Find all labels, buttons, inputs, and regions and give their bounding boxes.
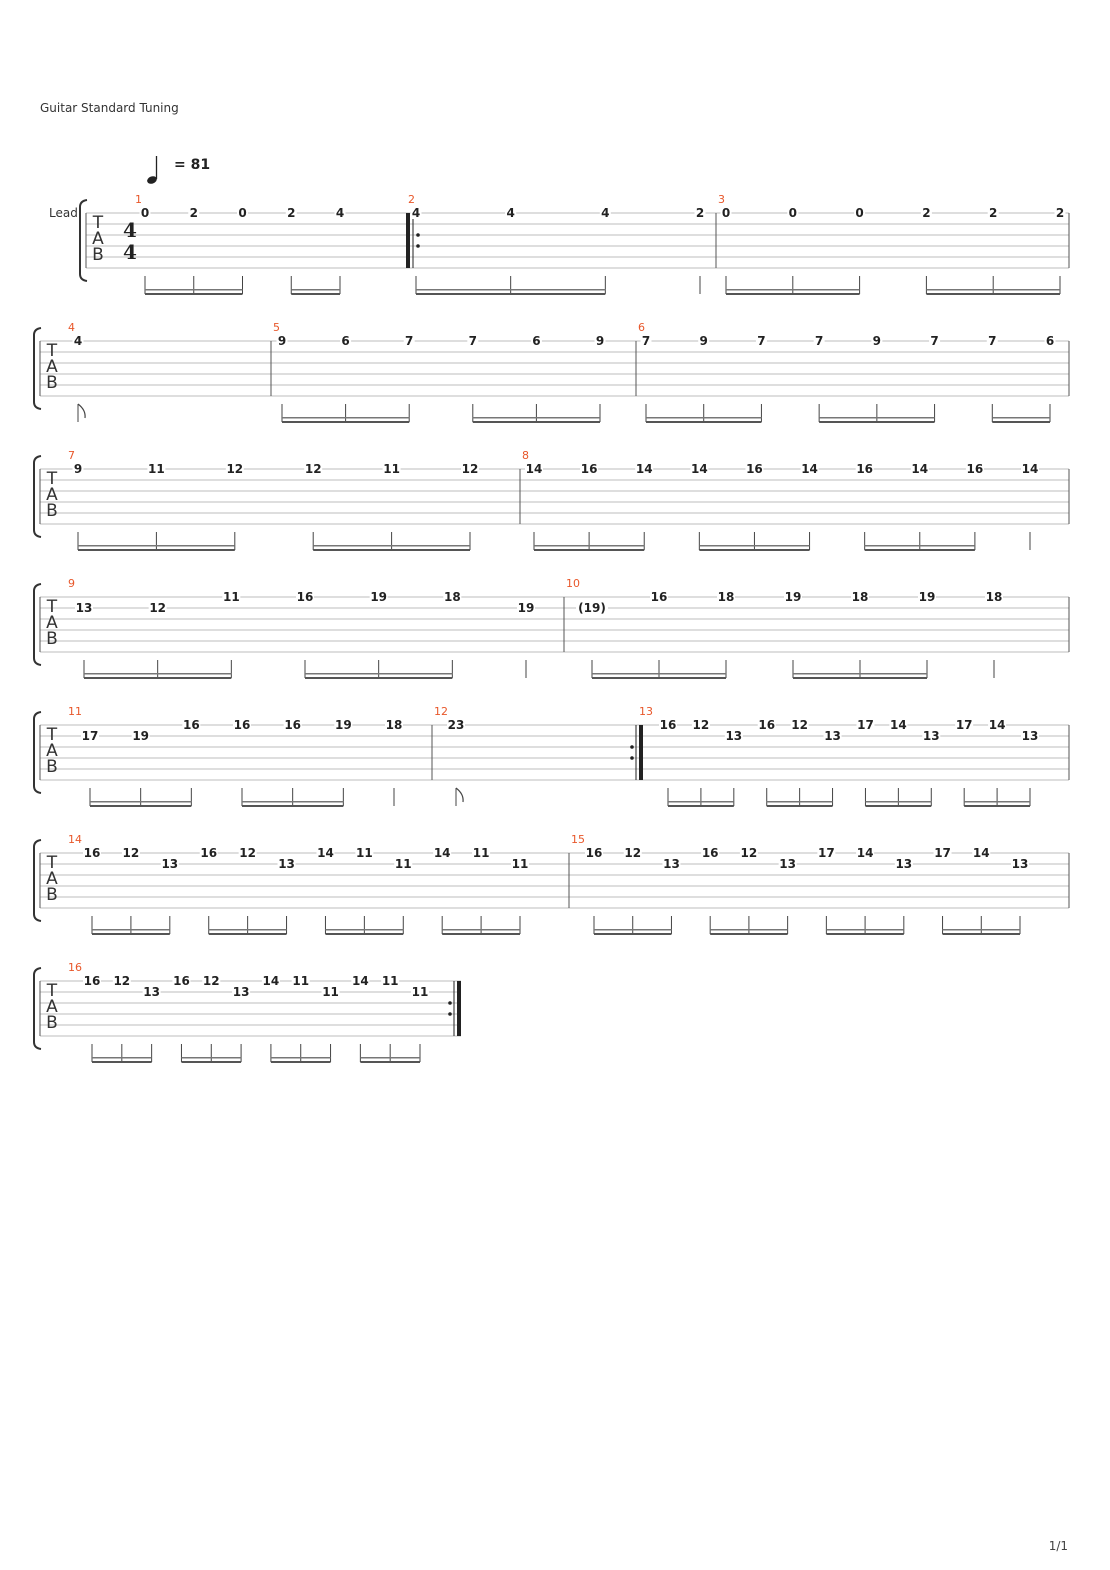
tab-clef-letter: T: [46, 981, 58, 1001]
fret-number: 13: [663, 857, 680, 871]
fret-number: 18: [443, 590, 461, 604]
fret-number: 4: [335, 206, 345, 220]
repeat-dot: [448, 1012, 452, 1016]
fret-number: 4: [73, 334, 83, 348]
fret-number: 14: [972, 846, 990, 860]
tab-clef-letter: B: [46, 757, 58, 777]
measure-number: 12: [434, 705, 448, 718]
fret-number: 11: [411, 985, 429, 999]
fret-number: 13: [779, 857, 796, 871]
fret-number: 16: [233, 718, 251, 732]
beam-secondary: [826, 929, 903, 931]
fret-number: 19: [334, 718, 352, 732]
fret-number: 2: [189, 206, 198, 220]
beam: [767, 805, 833, 807]
beam-secondary: [145, 289, 243, 291]
fret-number: 17: [857, 718, 874, 732]
fret-number: 7: [930, 334, 939, 348]
fret-number: 13: [725, 729, 743, 743]
fret-number: 17: [934, 846, 951, 860]
beam: [209, 933, 287, 935]
fret-number: 9: [277, 334, 287, 348]
fret-number: 16: [580, 462, 598, 476]
page-number: 1/1: [1048, 1539, 1068, 1553]
fret-number: 9: [872, 334, 882, 348]
fret-number: 14: [262, 974, 280, 988]
fret-number: 7: [405, 334, 414, 348]
beam-secondary: [242, 801, 343, 803]
fret-number: 11: [292, 974, 310, 988]
measure-number: 7: [68, 449, 75, 462]
beam: [710, 933, 787, 935]
beam-secondary: [726, 289, 860, 291]
fret-number: 13: [1021, 729, 1039, 743]
fret-number: 11: [394, 857, 412, 871]
beam: [594, 933, 671, 935]
repeat-dot: [630, 745, 634, 749]
beam: [592, 677, 726, 679]
fret-number: 2: [989, 206, 998, 220]
tab-clef-letter: T: [46, 341, 58, 361]
beam-secondary: [305, 673, 452, 675]
measure-number: 9: [68, 577, 75, 590]
fret-number: 16: [296, 590, 314, 604]
tab-clef-letter: T: [46, 725, 58, 745]
repeat-start-thick-barline: [406, 213, 410, 268]
fret-number: 16: [701, 846, 719, 860]
beam: [442, 933, 520, 935]
fret-number: 13: [161, 857, 179, 871]
beam-secondary: [699, 545, 809, 547]
measure-number: 13: [639, 705, 653, 718]
beam: [305, 677, 452, 679]
beam: [92, 1061, 152, 1063]
fret-number: 4: [601, 206, 610, 220]
fret-number: 18: [851, 590, 869, 604]
fret-number: 12: [239, 846, 256, 860]
beam: [646, 421, 761, 423]
fret-number: 6: [341, 334, 350, 348]
beam: [943, 933, 1020, 935]
beam-secondary: [92, 929, 170, 931]
beam-secondary: [926, 289, 1060, 291]
beam-secondary: [78, 545, 235, 547]
fret-number: 16: [173, 974, 190, 988]
beam: [145, 293, 243, 295]
fret-number: 12: [304, 462, 322, 476]
fret-number: 19: [517, 601, 535, 615]
fret-number: 11: [511, 857, 529, 871]
beam-secondary: [282, 417, 409, 419]
tab-clef-letter: A: [46, 613, 58, 633]
fret-number: 2: [1055, 206, 1065, 220]
fret-number: 2: [922, 206, 931, 220]
measure-number: 2: [408, 193, 415, 206]
fret-number: 13: [143, 985, 160, 999]
beam-secondary: [325, 929, 403, 931]
fret-number: 18: [985, 590, 1003, 604]
fret-number: 16: [585, 846, 603, 860]
fret-number: 12: [113, 974, 131, 988]
repeat-dot: [416, 244, 420, 248]
fret-number: 18: [717, 590, 735, 604]
fret-number: 7: [988, 334, 997, 348]
beam: [282, 421, 409, 423]
measure-number: 10: [566, 577, 580, 590]
beam-secondary: [594, 929, 671, 931]
beam: [325, 933, 403, 935]
fret-number: 13: [1011, 857, 1029, 871]
fret-number: 16: [758, 718, 776, 732]
beam: [78, 549, 235, 551]
beam-secondary: [181, 1057, 241, 1059]
tab-clef-letter: B: [46, 629, 58, 649]
fret-number: 19: [784, 590, 802, 604]
fret-number: 4: [411, 206, 421, 220]
beam: [416, 293, 605, 295]
beam: [826, 933, 903, 935]
beam-secondary: [710, 929, 787, 931]
fret-number: 7: [641, 334, 651, 348]
fret-number: 23: [447, 718, 465, 732]
repeat-dot: [630, 756, 634, 760]
fret-number: 0: [140, 206, 150, 220]
fret-number: 6: [532, 334, 541, 348]
beam: [699, 549, 809, 551]
fret-number: 11: [322, 985, 339, 999]
fret-number: 12: [149, 601, 167, 615]
beam-secondary: [84, 673, 231, 675]
repeat-end-thick-barline: [457, 981, 461, 1036]
fret-number: 14: [988, 718, 1006, 732]
measure-number: 11: [68, 705, 82, 718]
tab-clef-letter: A: [92, 229, 104, 249]
beam-secondary: [271, 1057, 331, 1059]
beam: [360, 1061, 420, 1063]
beam-secondary: [865, 545, 975, 547]
time-signature-denominator: 4: [123, 240, 137, 264]
beam: [926, 293, 1060, 295]
fret-number: 19: [132, 729, 150, 743]
tab-clef-letter: B: [46, 373, 58, 393]
fret-number: 16: [650, 590, 668, 604]
fret-number: 17: [81, 729, 99, 743]
fret-number: 16: [83, 846, 101, 860]
fret-number: 9: [699, 334, 708, 348]
beam: [668, 805, 734, 807]
fret-number: 7: [468, 334, 477, 348]
fret-number: 12: [226, 462, 244, 476]
measure-number: 6: [638, 321, 645, 334]
beam-secondary: [646, 417, 761, 419]
beam-secondary: [313, 545, 470, 547]
beam-secondary: [534, 545, 644, 547]
tab-clef-letter: T: [46, 597, 58, 617]
fret-number: 11: [356, 846, 373, 860]
measure-number: 5: [273, 321, 280, 334]
beam: [92, 933, 170, 935]
fret-number: 14: [911, 462, 929, 476]
fret-number: 13: [922, 729, 940, 743]
beam: [865, 805, 931, 807]
beam-secondary: [943, 929, 1020, 931]
tab-clef-letter: A: [46, 485, 58, 505]
fret-number: 12: [461, 462, 479, 476]
beam: [181, 1061, 241, 1063]
measure-number: 4: [68, 321, 75, 334]
beam-secondary: [793, 673, 927, 675]
beam-secondary: [360, 1057, 420, 1059]
fret-number: 16: [746, 462, 763, 476]
beam: [865, 549, 975, 551]
tempo-marking: = 81: [174, 157, 211, 173]
fret-number: 13: [895, 857, 913, 871]
fret-number: 14: [856, 846, 874, 860]
tab-clef-letter: T: [46, 853, 58, 873]
fret-number: 12: [624, 846, 642, 860]
tab-clef-letter: B: [46, 1013, 58, 1033]
fret-number: 16: [284, 718, 302, 732]
fret-number: 18: [385, 718, 403, 732]
fret-number: 14: [433, 846, 451, 860]
beam-secondary: [767, 801, 833, 803]
beam-secondary: [291, 289, 340, 291]
fret-number: 16: [200, 846, 218, 860]
fret-number: 13: [232, 985, 250, 999]
fret-number: 4: [506, 206, 515, 220]
measure-number: 16: [68, 961, 82, 974]
fret-number: 2: [287, 206, 296, 220]
fret-number: 19: [370, 590, 388, 604]
fret-number: 7: [757, 334, 766, 348]
repeat-end-thick-barline: [639, 725, 643, 780]
beam-secondary: [592, 673, 726, 675]
fret-number: 13: [278, 857, 295, 871]
tab-clef-letter: T: [46, 469, 58, 489]
fret-number: 12: [692, 718, 710, 732]
fret-number: 14: [801, 462, 818, 476]
beam: [726, 293, 860, 295]
fret-number: 11: [381, 974, 399, 988]
beam: [992, 421, 1050, 423]
fret-number: 0: [238, 206, 247, 220]
fret-number: 13: [75, 601, 93, 615]
beam-secondary: [90, 801, 191, 803]
fret-number: 16: [182, 718, 200, 732]
beam-secondary: [209, 929, 287, 931]
fret-number: 11: [222, 590, 240, 604]
tab-clef-letter: A: [46, 997, 58, 1017]
beam-secondary: [668, 801, 734, 803]
beam: [291, 293, 340, 295]
beam-secondary: [992, 417, 1050, 419]
tab-clef-letter: B: [46, 885, 58, 905]
fret-number: 11: [383, 462, 400, 476]
fret-number: 6: [1045, 334, 1055, 348]
fret-number: 12: [740, 846, 758, 860]
fret-number: 14: [1021, 462, 1039, 476]
fret-number: 16: [83, 974, 101, 988]
tab-clef-letter: A: [46, 741, 58, 761]
fret-number: 13: [824, 729, 841, 743]
beam: [271, 1061, 331, 1063]
fret-number: 19: [918, 590, 936, 604]
measure-number: 1: [135, 193, 142, 206]
beam-secondary: [819, 417, 934, 419]
beam-secondary: [473, 417, 600, 419]
beam-secondary: [442, 929, 520, 931]
fret-number: 17: [818, 846, 835, 860]
beam-secondary: [865, 801, 931, 803]
note-flag: [456, 788, 463, 802]
repeat-dot: [448, 1001, 452, 1005]
beam: [90, 805, 191, 807]
fret-number: 12: [202, 974, 220, 988]
fret-number: 16: [856, 462, 874, 476]
beam-secondary: [416, 289, 605, 291]
tab-clef-letter: T: [92, 213, 104, 233]
beam: [964, 805, 1030, 807]
fret-number: 16: [659, 718, 677, 732]
fret-number: 12: [791, 718, 808, 732]
beam: [84, 677, 231, 679]
beam-secondary: [964, 801, 1030, 803]
fret-number: 14: [352, 974, 369, 988]
fret-number: 16: [966, 462, 984, 476]
fret-number: 14: [317, 846, 334, 860]
fret-number: 14: [890, 718, 907, 732]
fret-number: 9: [73, 462, 83, 476]
fret-number: 0: [788, 206, 797, 220]
beam: [242, 805, 343, 807]
fret-number: 14: [690, 462, 708, 476]
track-name: Lead: [49, 206, 78, 220]
fret-number: 11: [472, 846, 490, 860]
fret-number: 17: [955, 718, 973, 732]
tab-clef-letter: B: [46, 501, 58, 521]
fret-number: 14: [635, 462, 653, 476]
time-signature-numerator: 4: [123, 218, 137, 242]
fret-number: 2: [695, 206, 705, 220]
fret-number: 12: [122, 846, 140, 860]
fret-number: (19): [578, 601, 606, 615]
fret-number: 0: [721, 206, 731, 220]
fret-number: 11: [148, 462, 165, 476]
tab-clef-letter: A: [46, 869, 58, 889]
tab-clef-letter: A: [46, 357, 58, 377]
note-flag: [78, 404, 85, 418]
beam: [793, 677, 927, 679]
measure-number: 8: [522, 449, 529, 462]
fret-number: 0: [855, 206, 864, 220]
beam: [473, 421, 600, 423]
beam-secondary: [92, 1057, 152, 1059]
fret-number: 9: [595, 334, 605, 348]
repeat-dot: [416, 233, 420, 237]
beam: [534, 549, 644, 551]
fret-number: 14: [525, 462, 543, 476]
beam: [819, 421, 934, 423]
beam: [313, 549, 470, 551]
tuning-label: Guitar Standard Tuning: [40, 101, 179, 115]
tab-clef-letter: B: [92, 245, 104, 265]
measure-number: 3: [718, 193, 725, 206]
measure-number: 14: [68, 833, 82, 846]
measure-number: 15: [571, 833, 585, 846]
fret-number: 7: [814, 334, 824, 348]
